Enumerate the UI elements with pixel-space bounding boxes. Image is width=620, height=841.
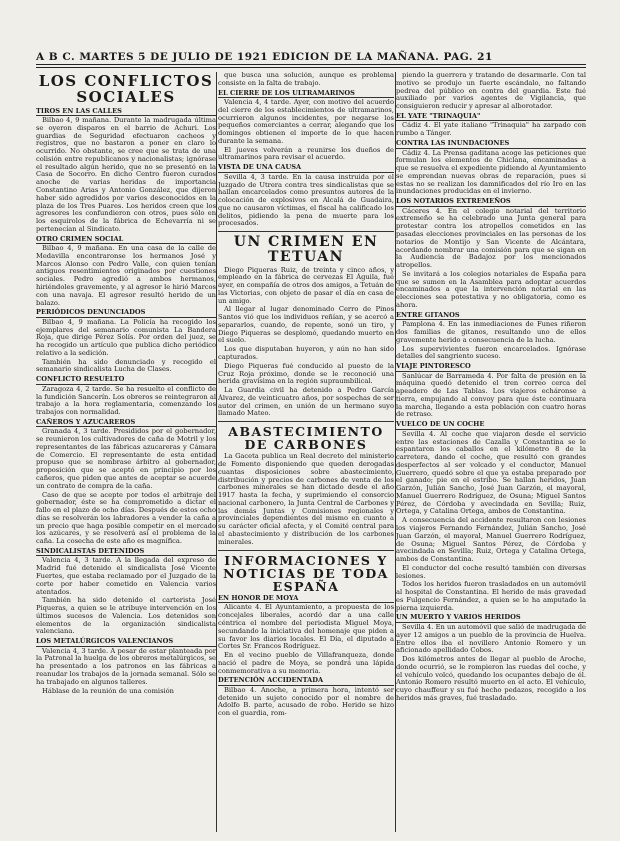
subheading: ENTRE GITANOS xyxy=(396,312,586,321)
article-text: Bilbao 4, 9 mañana. En una casa de la calle de Medavilla encontraronse los hermanos José y Marcos Alonso con Pedro Valle, con quien tenían antiguos resentimientos originados por cuestiones sociales. Pedro agredió a ambos hermanos, hiriéndoles gravemente, y al agresor le hirió Marcos con una navaja. El agresor resultó herido de un balazo. xyxy=(36,244,216,307)
subheading: EN HONOR DE MOYA xyxy=(218,595,394,604)
subheading: LOS METALÚRGICOS VALENCIANOS xyxy=(36,638,216,647)
article-text: En el vecino pueblo de Villafranqueza, donde nació el padre de Moya, se pondrá una lápida conmemorativa a su memoria. xyxy=(218,651,394,675)
column-divider xyxy=(216,72,217,832)
section-rule xyxy=(218,421,394,422)
subheading: UN MUERTO Y VARIOS HERIDOS xyxy=(396,614,586,623)
article-text: Bilbao 4, 9 mañana. La Policía ha recogido los ejemplares del semanario comunista La Bandera Roja, que dirige Pérez Solís. Por orden del juez, se ha recogido un artículo que publica dicho periódico relativo a la sedición. xyxy=(36,317,216,357)
article-text: Sanlúcar de Barrameda 4. Por falta de presión en la máquina quedó detenido el tren correo cerca del apeadero de Las Tablas. Los viajeros echáronse a tierra, empujando al convoy para que éste continuara la marcha, llegando a esta población con cuatro horas de retraso. xyxy=(396,371,586,419)
article-text: Háblase de la reunión de una comisión xyxy=(42,686,174,695)
subheading: CONFLICTO RESUELTO xyxy=(36,376,216,385)
subheading: EL CIERRE DE LOS ULTRAMARINOS xyxy=(218,90,394,99)
subheading: DETENCIÓN ACCIDENTADA xyxy=(218,677,394,686)
subheading: EL YATE "TRINAQUIA" xyxy=(396,113,586,122)
article-text: Zaragoza 4, 2 tarde. Se ha resuelto el conflicto de la fundición Sancerín. Los obreros se reintegraron al trabajo a la hora reglamentaria, comenzando los trabajos con normalidad. xyxy=(36,384,216,417)
article-text: Diego Piqueras Ruiz, de treinta y cinco años, y empleado en la fábrica de cervezas El Águila, fué ayer, en compañía de otros dos amigos, a Tetuán de las Victorias, con objeto de pasar el día en casa de un amigo. xyxy=(218,265,394,305)
article-text: Valencia 4, 3 tarde. A la llegada del expreso de Madrid fué detenido el sindicalista José Vicente Fuertes, que estaba reclamado por el Juzgado de la corte por haber cometido en Valencia varios atentados. xyxy=(36,556,216,596)
article-text: Cáceres 4. En el colegio notarial del territorio extremeño se ha celebrado una Junta general para protestar contra los atropellos cometidos en las pasadas elecciones provinciales en las personas de los notarios de Montijo y San Vicente de Alcántara, acordando nombrar una comisión para que se sigan en la Audiencia de Badajoz por los mencionados atropellos. xyxy=(396,206,586,270)
section-rule xyxy=(218,231,394,232)
subheading: OTRO CRIMEN SOCIAL xyxy=(36,236,216,245)
article-text: Los supervivientes fueron encarcelados. Ignórase detalles del sangriento suceso. xyxy=(396,344,586,361)
header-rule-2 xyxy=(36,67,586,68)
article-text: Cádiz 4. El yate italiano "Trinaquia" ha zarpado con rumbo a Tánger. xyxy=(396,121,586,138)
article-text: Alicante 4. El Ayuntamiento, a propuesta de los concejales liberales, acordó dar a una calle céntrica el nombre del periodista Miguel Moya, secundando la iniciativa del homenaje que piden a su favor los diarios locales. El Día, el diputado a Cortes Sr. Francos Rodríguez. xyxy=(218,603,394,651)
subheading: SINDICALISTAS DETENIDOS xyxy=(36,548,216,557)
article-text: El conductor del coche resultó también con diversas lesiones. xyxy=(396,563,586,580)
article-text: La Gaceta publica un Real decreto del ministerio de Fomento disponiendo que queden derogadas cuantas disposiciones sobre abastecimiento, distribución y precios de carbones de venta de los carbones minerales se han dictado desde el año 1917 hasta la fecha, y suprimiendo el consorcio nacional carbonero, la Junta Central de Carbones y las demás Juntas y Comisiones regionales y provinciales dependientes del mismo en cuanto a su carácter oficial afecta, y el Comité central para el abastecimiento y distribución de los carbones minerales. xyxy=(218,452,394,546)
subheading: PERIÓDICOS DENUNCIADOS xyxy=(36,309,216,318)
header-rule xyxy=(36,64,586,65)
article-text: Bilbao 4. Anoche, a primera hora, intentó ser detenido un sujeto conocido por el nombre de Adolfo B. parte, acusado de robo. Herido se hizo con el guardia, rom- xyxy=(218,685,394,718)
subheading: VISTA DE UNA CAUSA xyxy=(218,164,394,173)
article-text: Dos kilómetros antes de llegar al pueblo de Aroche, donde ocurrió, se le rompieron las ruedas del coche, y el vehículo volcó, quedando los ocupantes debajo de él. Antonio Romero resultó muerto en el acto. El vehículo, cuyo chauffeur y su fué hecho pedazos, recogido a los heridos más graves, fué trasladado. xyxy=(396,655,586,702)
article-text: Los que disputaban huyeron, y aún no han sido capturados. xyxy=(218,345,394,361)
subheading: VIAJE PINTORESCO xyxy=(396,363,586,372)
article-text: También ha sido detenido el carterista José Piqueras, a quien se le atribuye intervención en los últimos sucesos de Valencia. Los detenidos son elementos de la organización sindicalista valenciana. xyxy=(36,596,216,636)
article-text: Pamplona 4. En las inmediaciones de Funes riñeron dos familias de gitanos, resultando uno de ellos gravemente herido a consecuencia de la lucha. xyxy=(396,320,586,344)
headline: INFORMACIONES Y NOTICIAS DE TODA ESPAÑA xyxy=(223,552,389,594)
subheading: VUELCO DE UN COCHE xyxy=(396,421,586,430)
article-text: Granada 4, 3 tarde. Presididos por el gobernador, se reunieron los cultivadores de caña de Motril y los representantes de las fábricas azucareras y Cámara de Comercio. El representante de esta entidad propuso que se nombrase árbitro al gobernador, proposición que se aceptó en principio por los cañeros, que piden que antes de aceptar se acuerde un contrato de compra de la caña. xyxy=(36,427,216,490)
article-text: Se invitará a los colegios notariales de España para que se sumen en la Asamblea para adoptar acuerdos encaminados a que la intervención notarial en las elecciones sea potestativa y no obligatoria, como es ahora. xyxy=(396,269,586,309)
article-text: Bilbao 4, 9 mañana. Durante la madrugada última se oyeron disparos en el barrio de Achuri. Los guardias de Seguridad efectuaron cacheos y registros, que no bastaron a poner en claro lo ocurrido. No obstante, se cree que se trata de una colisión entre republicanos y nacionalistas; ignórase el resultado algún herido, que no se presentó en la Casa de Socorro. En dicho Centro fueron curados anoche de varias heridas de importancia Constantino Arias y Antonio González, que dijeron haber sido agredidos por varios desconocidos en la plaza de los Tres Puares. Los heridos creen que los agresores les confundieron con otros, pues sólo en los esquirolos de la fábrica de Echevarría ni se pertenecían al Sindicato. xyxy=(36,116,216,233)
subheading: CONTRA LAS INUNDACIONES xyxy=(396,140,586,149)
column-2 xyxy=(218,72,394,832)
article-text: El jueves volverán a reunirse los dueños de ultramarinos para revisar el acuerdo. xyxy=(218,145,394,162)
headline: LOS CONFLICTOS SOCIALES xyxy=(38,72,214,106)
subheading: TIROS EN LAS CALLES xyxy=(36,108,216,117)
subheading: LOS NOTARIOS EXTREMEÑOS xyxy=(396,198,586,207)
article-text: Diego Piqueras fué conducido al puesto de la Cruz Roja próximo, donde se le reconoció una herida gravísima en la región supraumbilical. xyxy=(218,361,394,386)
article-text: Valencia 4, 3 tarde. A pesar de estar planteada por la Patronal la huelga de los obreros metalúrgicos, se ha presentado a los patronos en las fábricas a reanudar los trabajos de la jornada semanal. Sólo se ha trabajado en algunos talleres. xyxy=(36,646,216,686)
article-text: Sevilla 4, 3 tarde. En la causa instruida por el Juzgado de Utrera contra tres sindicalistas que se hallan encarcelados como presuntos autores de la colocación de explosivos en Alcalá de Guadaira, que no causaron víctimas, el fiscal ha calificado los delitos, pidiendo la pena de muerte para los procesados. xyxy=(218,172,394,228)
article-text: Caso de que se acepte por todos el arbitraje del gobernador, éste se ha comprometido a dictar el fallo en el plazo de ocho días. Después de estos ocho días se resolverán los labradores a vender la caña a un precio que haga posible competir en el mercado los azúcares, y se resolverá así el problema de la caña. La cosecha de este año es magnífica. xyxy=(36,490,216,546)
article-text: Sevilla 4. Al coche que viajaron desde el servicio entre las estaciones de Cazalla y Constantina se le espantaron los caballos en el kilómetro 8 de la carretera, dando el coche, que resultó con grandes desperfectos al ser volcado y el conductor, Manuel Guerrero, quedó sobre el que ya estaba preparado por el ganado; pie en el estribo. Se hallan heridos, Juan Garzón, Julián Sancho, José Juan Garzón, el mayoral, Manuel Guerrero Rodríguez, de Osuna; Miguel Santos Pérez, de Córdoba y avecindada en Sevilla; Ruiz, Ortega, y Catalina Ortega, ambos de Constantina. xyxy=(396,429,586,516)
column-3 xyxy=(396,72,586,832)
column-1 xyxy=(36,72,216,832)
page-header: A B C. MARTES 5 DE JULIO DE 1921 EDICION DE LA MAÑANA. PAG. 21 xyxy=(36,51,493,63)
article-text: que busca una solución, aunque es problema consiste en la falta de trabajo. xyxy=(218,72,394,87)
subheading: CAÑEROS Y AZUCAREROS xyxy=(36,419,216,428)
article-text: También ha sido denunciado y recogido el semanario sindicalista Lucha de Clases. xyxy=(36,357,216,374)
headline: UN CRIMEN EN TETUAN xyxy=(233,234,379,265)
article-text: Sevilla 4. En un automóvil que salió de madrugada de ayer 12 amigos a un pueblo de la provincia de Huelva. Entre ellos iba el novillero Antonio Romero y un aficionado apellidado Cobos. xyxy=(396,622,586,655)
article-text: piendo la guerrera y tratando de desarmarle. Con tal motivo se produjo un fuerte escándalo, no faltando pedrea del público en contra del guardia. Este fué auxiliado por varios agentes de Vigilancia, que consiguieron reducir y apresar al alborotador. xyxy=(396,72,586,111)
article-text: Cádiz 4. La Prensa gaditana acoge las peticiones que formulan los elementos de Chiclana, encaminadas a que se resuelva el expediente pidiendo al Ayuntamiento se emprendan nuevas obras de reparación, pues si estas no se realizan los damnificados del río Iro en las inundaciones producidas en el invierno. xyxy=(396,148,586,196)
article-text: Al llegar al lugar denominado Cerro de Pinos Santos vió que los individuos reñían, y se acercó a separarlos, cuando, de repente, sonó un tiro, y Diego Piqueras se desplomó, quedando muerto en el suelo. xyxy=(218,305,394,345)
section-rule xyxy=(218,550,394,551)
headline: ABASTECIMIENTO DE CARBONES xyxy=(228,424,384,453)
article-text: La Guardia civil ha detenido a Pedro García Álvarez, de veinticuatro años, por sospechas de ser autor del crimen, en unión de un hermano suyo llamado Mateo. xyxy=(218,386,394,418)
article-text: Valencia 4, 4 tarde. Ayer, con motivo del acuerdo del cierre de los establecimientos de ultramarinos, ocurrieron algunos incidentes, por negarse los pequeños comerciantes a cerrar, alegando que los domingos obtienen el importe de lo que hacen durante la semana. xyxy=(218,98,394,145)
article-text: Todos los heridos fueron trasladados en un automóvil al hospital de Constantina. El herido de más gravedad es Fulgencio Fernández, a quien se le ha amputado la pierna izquierda. xyxy=(396,580,586,612)
article-text: A consecuencia del accidente resultaron con lesiones los viajeros Fernando Fernández, Julián Sancho, José Juan Garzón, el mayoral, Manuel Guerrero Rodríguez, de Osuna; Miguel Santos Pérez, de Córdoba y avecindada en Sevilla; Ruiz, Ortega y Catalina Ortega, ambos de Constantina. xyxy=(396,516,586,564)
